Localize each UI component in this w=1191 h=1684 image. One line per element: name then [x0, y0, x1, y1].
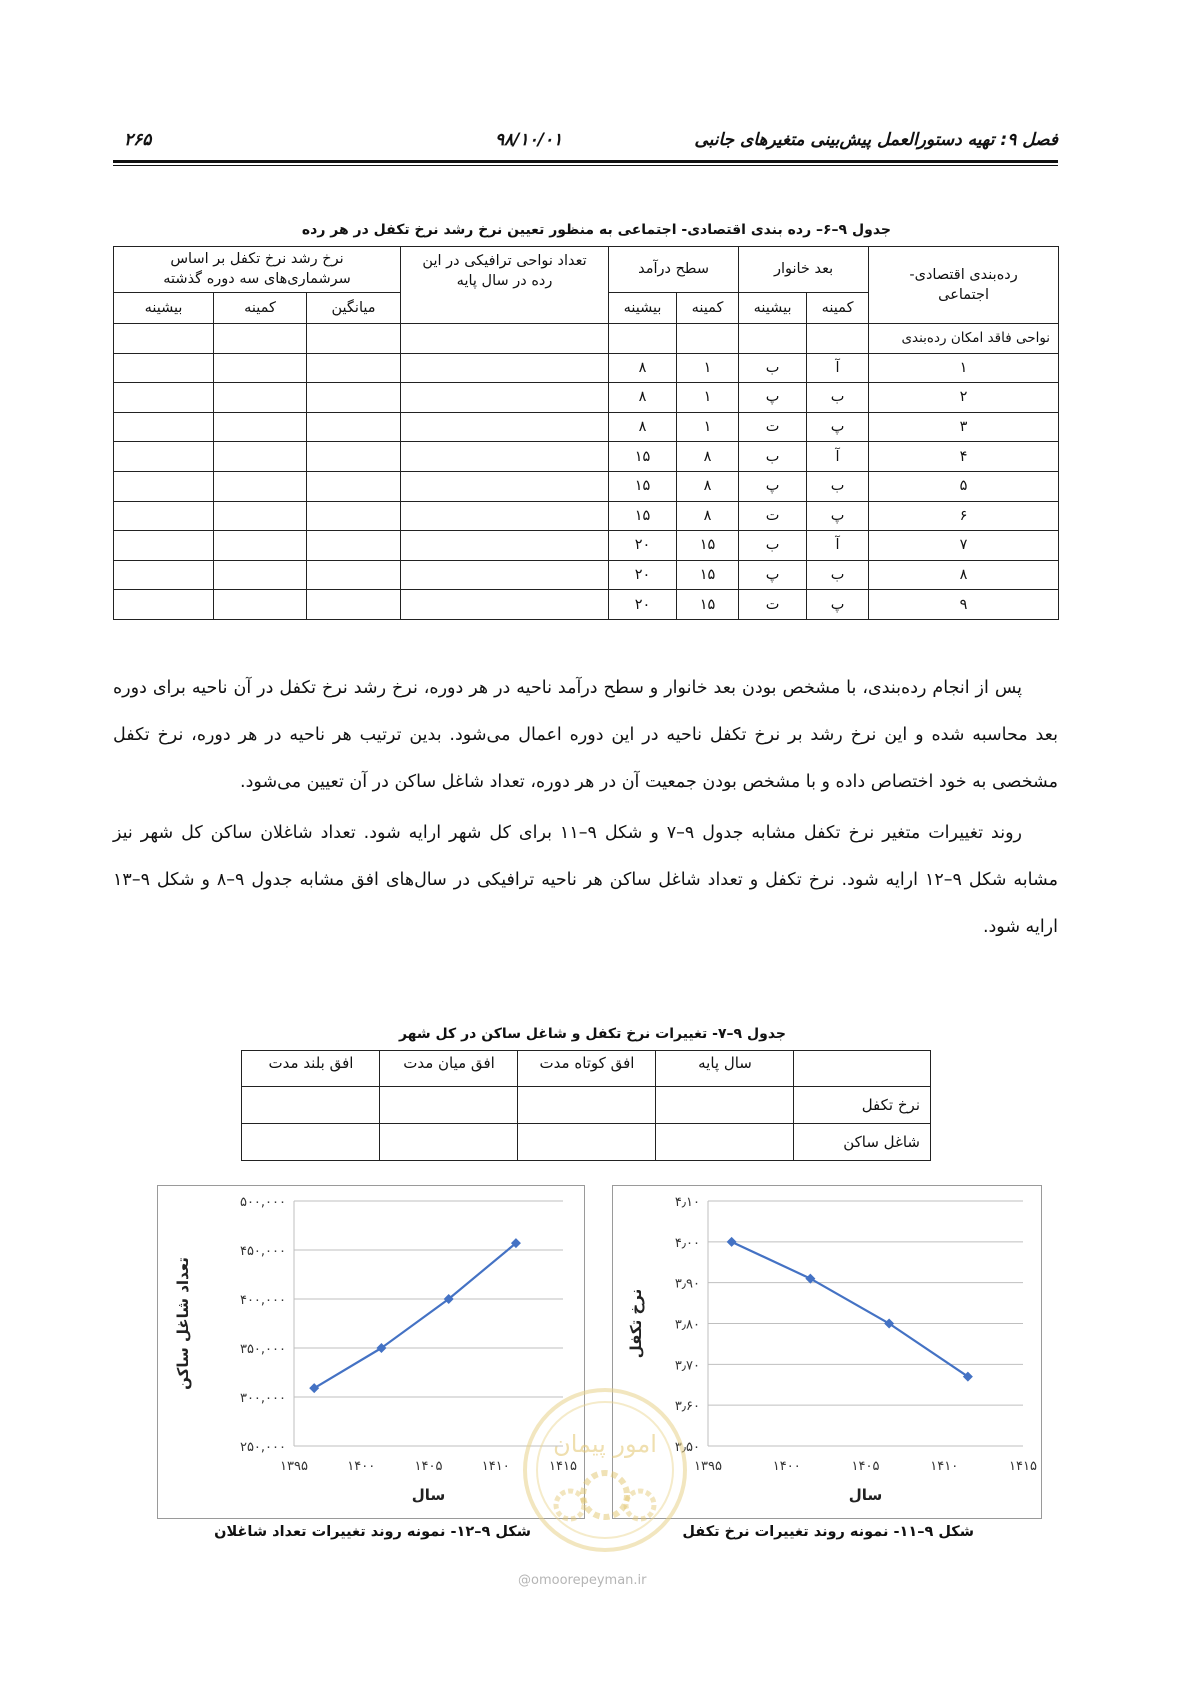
paragraph-1: پس از انجام رده‌بندی، با مشخص بودن بعد خانوار و سطح درآمد ناحیه در هر دوره، نرخ رشد نرخ تکفل در آن ناحیه برای دوره بعد محاسبه شده و این نرخ رشد بر نرخ تکفل ناحیه در این دوره اعمال می‌شود. بدین ترتیب هر ناحیه در هر دوره، نرخ تکفل مشخصی به خود اختصاص داده و با مشخص بودن جمعیت آن در هر دوره، تعداد شاغل ساکن در آن تعیین می‌شود. — [113, 678, 1058, 792]
household-min-cell: پ — [807, 590, 869, 620]
watermark-logo — [515, 1380, 695, 1560]
paragraph-2: روند تغییرات متغیر نرخ تکفل مشابه جدول ۹–۷ و شکل ۹–۱۱ برای کل شهر ارایه شود. تعداد شاغلان ساکن کل شهر نیز مشابه شکل ۹–۱۲ ارایه شود. نرخ تکفل و تعداد شاغل ساکن هر ناحیه ترافیکی در سال‌های افق مشابه جدول ۹–۸ و شکل ۹–۱۳ ارایه شود. — [113, 823, 1058, 937]
header-growth-min: کمینه — [214, 292, 307, 323]
header-income: سطح درآمد — [609, 247, 739, 293]
class-number-cell: ۱ — [869, 353, 1059, 383]
y-tick-label: ۵۰۰,۰۰۰ — [239, 1195, 286, 1210]
income-min-cell: ۱ — [677, 383, 739, 413]
household-min-cell: پ — [807, 501, 869, 531]
income-max-cell: ۸ — [609, 412, 677, 442]
income-max-cell: ۸ — [609, 383, 677, 413]
table2-corner — [794, 1051, 931, 1087]
household-max-cell: ت — [739, 590, 807, 620]
income-max-cell: ۱۵ — [609, 501, 677, 531]
empty-cell — [307, 412, 401, 442]
empty-cell — [307, 531, 401, 561]
y-tick-label: ۳٫۸۰ — [674, 1317, 700, 1333]
empty-cell — [214, 383, 307, 413]
empty-cell — [401, 471, 609, 501]
header-income-min: کمینه — [677, 292, 739, 323]
empty-cell — [114, 383, 214, 413]
empty-cell — [114, 590, 214, 620]
watermark-text: امور پیمان — [553, 1430, 657, 1458]
household-max-cell: ت — [739, 412, 807, 442]
empty-cell — [214, 531, 307, 561]
household-max-cell: پ — [739, 383, 807, 413]
empty-cell — [307, 383, 401, 413]
empty-cell — [307, 560, 401, 590]
empty-cell — [214, 560, 307, 590]
empty-cell — [401, 531, 609, 561]
household-min-cell: پ — [807, 412, 869, 442]
x-tick-label: ۱۳۹۵ — [280, 1459, 308, 1474]
x-tick-label: ۱۴۰۰ — [772, 1459, 801, 1474]
empty-cell — [214, 590, 307, 620]
header-growth: نرخ رشد نرخ تکفل بر اساس سرشماری‌های سه دوره گذشته — [114, 247, 401, 293]
empty-cell — [307, 353, 401, 383]
empty-cell — [214, 412, 307, 442]
income-max-cell: ۱۵ — [609, 442, 677, 472]
empty-cell — [114, 560, 214, 590]
x-tick-label: ۱۴۰۵ — [414, 1459, 443, 1474]
class-number-cell: ۹ — [869, 590, 1059, 620]
x-tick-label: ۱۴۱۰ — [930, 1459, 959, 1474]
chapter-title: فصل ۹: تهیه دستورالعمل پیش‌بینی متغیرهای جانبی — [694, 130, 1058, 150]
header-date: ۹۸/۱۰/۰۱ — [495, 130, 563, 150]
income-max-cell: ۸ — [609, 353, 677, 383]
header-household-min: کمینه — [807, 292, 869, 323]
class-number-cell: ۷ — [869, 531, 1059, 561]
income-min-cell: ۱۵ — [677, 531, 739, 561]
table-row — [114, 442, 1059, 472]
empty-cell — [401, 560, 609, 590]
y-axis-title: تعداد شاغل ساکن — [174, 1257, 192, 1390]
y-tick-label: ۲۵۰,۰۰۰ — [239, 1440, 286, 1455]
income-max-cell: ۱۵ — [609, 471, 677, 501]
household-min-cell: آ — [807, 353, 869, 383]
header-rule-thin — [113, 165, 1058, 166]
class-number-cell: ۲ — [869, 383, 1059, 413]
household-min-cell: ب — [807, 383, 869, 413]
empty-cell — [401, 590, 609, 620]
class-number-cell: ۵ — [869, 471, 1059, 501]
body-text — [113, 665, 1058, 951]
table2-header-long: افق بلند مدت — [242, 1051, 380, 1087]
empty-cell — [401, 383, 609, 413]
household-min-cell: آ — [807, 531, 869, 561]
x-tick-label: ۱۴۰۵ — [851, 1459, 880, 1474]
household-max-cell: ت — [739, 501, 807, 531]
figure-caption-employed: شکل ۹–۱۲- نمونه روند تغییرات تعداد شاغلان — [214, 1524, 531, 1540]
table-row — [114, 501, 1059, 531]
header-household: بعد خانوار — [739, 247, 869, 293]
y-tick-label: ۴٫۰۰ — [674, 1235, 700, 1251]
watermark-site-text: omoorepeyman.ir — [531, 1573, 647, 1588]
household-max-cell: ب — [739, 353, 807, 383]
table-row — [114, 560, 1059, 590]
household-max-cell: ب — [739, 531, 807, 561]
x-axis-title: سال — [848, 1486, 883, 1504]
empty-cell — [114, 471, 214, 501]
income-min-cell: ۱ — [677, 353, 739, 383]
empty-cell — [401, 442, 609, 472]
table-row — [114, 324, 1059, 354]
header-zones: تعداد نواحی ترافیکی در این رده در سال پایه — [401, 247, 609, 324]
series-line — [732, 1242, 968, 1377]
empty-cell — [307, 442, 401, 472]
class-number-cell: ۳ — [869, 412, 1059, 442]
y-tick-label: ۳٫۹۰ — [674, 1276, 700, 1292]
data-point — [805, 1274, 815, 1284]
series-line — [314, 1243, 516, 1388]
household-min-cell: ب — [807, 471, 869, 501]
header-growth-max: بیشینه — [114, 292, 214, 323]
income-min-cell: ۸ — [677, 471, 739, 501]
empty-cell — [114, 442, 214, 472]
empty-cell — [214, 442, 307, 472]
table-row — [242, 1087, 931, 1124]
class-number-cell: ۶ — [869, 501, 1059, 531]
x-tick-label: ۱۴۱۵ — [1009, 1459, 1037, 1474]
y-tick-label: ۳٫۶۰ — [674, 1399, 700, 1415]
household-max-cell: پ — [739, 471, 807, 501]
table1-caption: جدول ۹–۶– رده بندی اقتصادی- اجتماعی به منظور تعیین نرخ رشد نرخ تکفل در هر رده — [301, 222, 891, 238]
table2-header-mid: افق میان مدت — [380, 1051, 518, 1087]
empty-cell — [401, 412, 609, 442]
empty-cell — [307, 471, 401, 501]
income-min-cell: ۱ — [677, 412, 739, 442]
x-axis-title: سال — [411, 1486, 446, 1504]
table-row — [114, 353, 1059, 383]
row-label-employed: شاغل ساکن — [794, 1124, 931, 1161]
y-tick-label: ۴۵۰,۰۰۰ — [239, 1244, 286, 1259]
x-tick-label: ۱۳۹۵ — [694, 1459, 722, 1474]
city-summary-table — [241, 1050, 931, 1161]
watermark-site — [518, 1573, 646, 1588]
class-number-cell: ۴ — [869, 442, 1059, 472]
y-tick-label: ۴٫۱۰ — [674, 1195, 700, 1210]
empty-cell — [114, 353, 214, 383]
household-max-cell: پ — [739, 560, 807, 590]
empty-cell — [214, 501, 307, 531]
table-row — [114, 383, 1059, 413]
household-max-cell: ب — [739, 442, 807, 472]
unclassified-label: نواحی فاقد امکان رده‌بندی — [869, 324, 1059, 354]
header-rule — [113, 160, 1058, 163]
data-point — [309, 1383, 319, 1393]
income-max-cell: ۲۰ — [609, 590, 677, 620]
income-min-cell: ۸ — [677, 442, 739, 472]
header-growth-avg: میانگین — [307, 292, 401, 323]
x-tick-label: ۱۴۱۰ — [481, 1459, 510, 1474]
empty-cell — [401, 501, 609, 531]
table-row — [114, 412, 1059, 442]
class-number-cell: ۸ — [869, 560, 1059, 590]
y-tick-label: ۳٫۷۰ — [674, 1358, 700, 1374]
table2-header-short: افق کوتاه مدت — [518, 1051, 656, 1087]
table-row — [242, 1124, 931, 1161]
table-row — [114, 471, 1059, 501]
x-tick-label: ۱۴۱۵ — [549, 1459, 577, 1474]
household-min-cell: آ — [807, 442, 869, 472]
figure-caption-dependency: شکل ۹–۱۱- نمونه روند تغییرات نرخ تکفل — [682, 1524, 974, 1540]
header-class: رده‌بندی اقتصادی- اجتماعی — [869, 247, 1059, 324]
income-max-cell: ۲۰ — [609, 531, 677, 561]
income-min-cell: ۸ — [677, 501, 739, 531]
empty-cell — [401, 353, 609, 383]
empty-cell — [214, 353, 307, 383]
y-tick-label: ۳۵۰,۰۰۰ — [239, 1342, 286, 1357]
empty-cell — [114, 531, 214, 561]
y-axis-title: نرخ تکفل — [627, 1288, 645, 1359]
empty-cell — [114, 412, 214, 442]
at-icon: @ — [518, 1573, 531, 1588]
data-point — [727, 1237, 737, 1247]
income-max-cell: ۲۰ — [609, 560, 677, 590]
y-tick-label: ۳٫۵۰ — [674, 1440, 700, 1455]
y-tick-label: ۳۰۰,۰۰۰ — [239, 1391, 286, 1406]
income-min-cell: ۱۵ — [677, 560, 739, 590]
income-min-cell: ۱۵ — [677, 590, 739, 620]
table-row — [114, 590, 1059, 620]
row-label-dependency: نرخ تکفل — [794, 1087, 931, 1124]
header-income-max: بیشینه — [609, 292, 677, 323]
page-number: ۲۶۵ — [124, 130, 152, 150]
empty-cell — [214, 471, 307, 501]
household-min-cell: ب — [807, 560, 869, 590]
empty-cell — [307, 501, 401, 531]
x-tick-label: ۱۴۰۰ — [347, 1459, 376, 1474]
header-household-max: بیشینه — [739, 292, 807, 323]
table2-header-base: سال پایه — [656, 1051, 794, 1087]
y-tick-label: ۴۰۰,۰۰۰ — [239, 1293, 286, 1308]
table2-caption: جدول ۹–۷- تغییرات نرخ تکفل و شاغل ساکن در کل شهر — [398, 1026, 786, 1042]
classification-table — [113, 246, 1059, 620]
empty-cell — [307, 590, 401, 620]
empty-cell — [114, 501, 214, 531]
table-row — [114, 531, 1059, 561]
